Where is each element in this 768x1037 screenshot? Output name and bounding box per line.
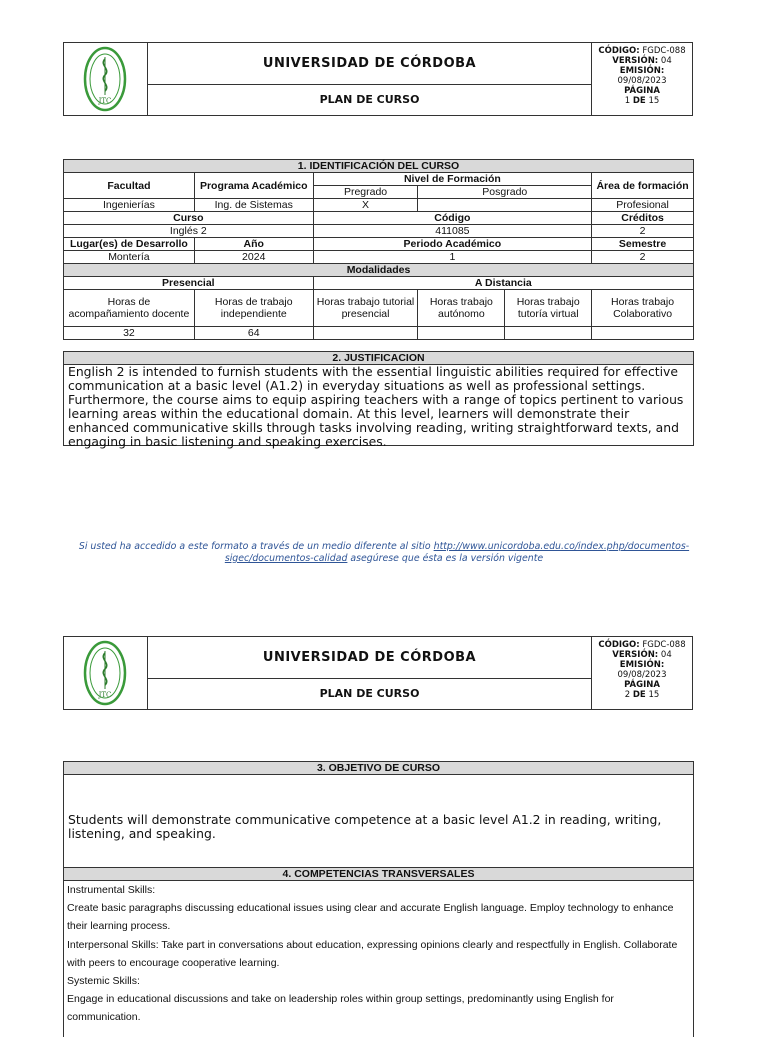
justification-text: English 2 is intended to furnish students with the essential linguistic abilities required for effective communication at a basic level (A1.2) in everyday situations as well as professional settings. Furthermore, the course aims to equip aspiring teachers with a range of topics pertinent to various learning areas within the educational domain. At this level, learners will demonstrate their enhanced communicative skills through tasks involving reading, writing straightforward texts, and engaging in basic listening and speaking exercises.	[68, 364, 684, 449]
posgrado-label: Posgrado	[418, 186, 592, 199]
course-identification-table	[63, 159, 694, 340]
area-label: Área de formación	[592, 173, 694, 199]
section2-title: 2. JUSTIFICACION	[64, 352, 693, 365]
list-item: Instrumental Skills:	[67, 884, 156, 896]
competencies-list	[64, 881, 693, 1027]
horas-colaborativo-value	[592, 327, 694, 340]
document-title: PLAN DE CURSO	[319, 93, 420, 106]
lugar-value: Montería	[64, 251, 195, 264]
section3-title: 3. OBJETIVO DE CURSO	[64, 762, 693, 775]
semestre-label: Semestre	[592, 238, 694, 251]
horas-independiente-value: 64	[194, 327, 313, 340]
list-item: Engage in educational discussions and take on leadership roles within group settings, predominantly using English for communication.	[67, 993, 614, 1024]
section1-title: 1. IDENTIFICACIÓN DEL CURSO	[64, 160, 694, 173]
objective-section	[63, 761, 694, 868]
periodo-value: 1	[313, 251, 591, 264]
creditos-value: 2	[592, 225, 694, 238]
distancia-label: A Distancia	[313, 277, 693, 290]
svg-text:JTC: JTC	[98, 691, 112, 699]
modalidades-label: Modalidades	[64, 264, 694, 277]
facultad-label: Facultad	[64, 173, 195, 199]
horas-independiente-label: Horas de trabajo independiente	[194, 290, 313, 327]
anio-label: Año	[194, 238, 313, 251]
nivel-label: Nivel de Formación	[313, 173, 591, 186]
list-item: Systemic Skills:	[67, 975, 140, 988]
document-metadata: CÓDIGO: FGDC-088 VERSIÓN: 04 EMISIÓN: 09/08/2023 PÁGINA 1 DE 15	[591, 43, 692, 115]
posgrado-value	[418, 199, 592, 212]
horas-autonomo-label: Horas trabajo autónomo	[418, 290, 505, 327]
curso-value: Inglés 2	[64, 225, 314, 238]
list-item: Interpersonal Skills: Take part in conversations about education, expressing opinions clearly and respectfully in English. Collaborate with peers to encourage cooperative learning.	[67, 938, 678, 969]
section4-title: 4. COMPETENCIAS TRANSVERSALES	[64, 868, 693, 881]
list-item: Create basic paragraphs discussing educational issues using clear and accurate English language. Employ technology to enhance their learning process.	[67, 902, 674, 933]
pregrado-value: X	[313, 199, 418, 212]
lugar-label: Lugar(es) de Desarrollo	[64, 238, 195, 251]
document-metadata: CÓDIGO: FGDC-088 VERSIÓN: 04 EMISIÓN: 09/08/2023 PÁGINA 2 DE 15	[591, 637, 692, 709]
justification-section	[63, 351, 694, 449]
competencies-section	[63, 867, 694, 1037]
codigo-value: 411085	[313, 225, 591, 238]
codigo-label: Código	[313, 212, 591, 225]
horas-acompanamiento-value: 32	[64, 327, 195, 340]
horas-tutoria-virtual-value	[505, 327, 592, 340]
horas-colaborativo-label: Horas trabajo Colaborativo	[592, 290, 694, 327]
university-name: UNIVERSIDAD DE CÓRDOBA	[148, 43, 591, 85]
facultad-value: Ingenierías	[64, 199, 195, 212]
programa-value: Ing. de Sistemas	[194, 199, 313, 212]
horas-tutorial-presencial-value	[313, 327, 418, 340]
area-value: Profesional	[592, 199, 694, 212]
horas-tutoria-virtual-label: Horas trabajo tutoría virtual	[505, 290, 592, 327]
university-seal-logo	[64, 43, 148, 115]
document-header-page2	[63, 636, 693, 710]
presencial-label: Presencial	[64, 277, 314, 290]
document-title: PLAN DE CURSO	[319, 687, 420, 700]
creditos-label: Créditos	[592, 212, 694, 225]
programa-label: Programa Académico	[194, 173, 313, 199]
horas-acompanamiento-label: Horas de acompañamiento docente	[64, 290, 195, 327]
horas-autonomo-value	[418, 327, 505, 340]
semestre-value: 2	[592, 251, 694, 264]
horas-tutorial-presencial-label: Horas trabajo tutorial presencial	[313, 290, 418, 327]
curso-label: Curso	[64, 212, 314, 225]
objective-text: Students will demonstrate communicative competence at a basic level A1.2 in reading, writing, listening, and speaking.	[68, 812, 662, 841]
university-name: UNIVERSIDAD DE CÓRDOBA	[148, 637, 591, 679]
document-header	[63, 42, 693, 116]
documents-link[interactable]: http://www.unicordoba.edu.co/index.php/documentos-sigec/documentos-calidad	[224, 541, 690, 564]
svg-text:JTC: JTC	[98, 97, 112, 105]
version-notice: Si usted ha accedido a este formato a través de un medio diferente al sitio http://www.unicordoba.edu.co/index.php/documentos-sigec/documentos-calidad asegúrese que ésta es la versión vigente	[78, 541, 690, 564]
university-seal-logo	[64, 637, 148, 709]
periodo-label: Periodo Académico	[313, 238, 591, 251]
anio-value: 2024	[194, 251, 313, 264]
pregrado-label: Pregrado	[313, 186, 418, 199]
